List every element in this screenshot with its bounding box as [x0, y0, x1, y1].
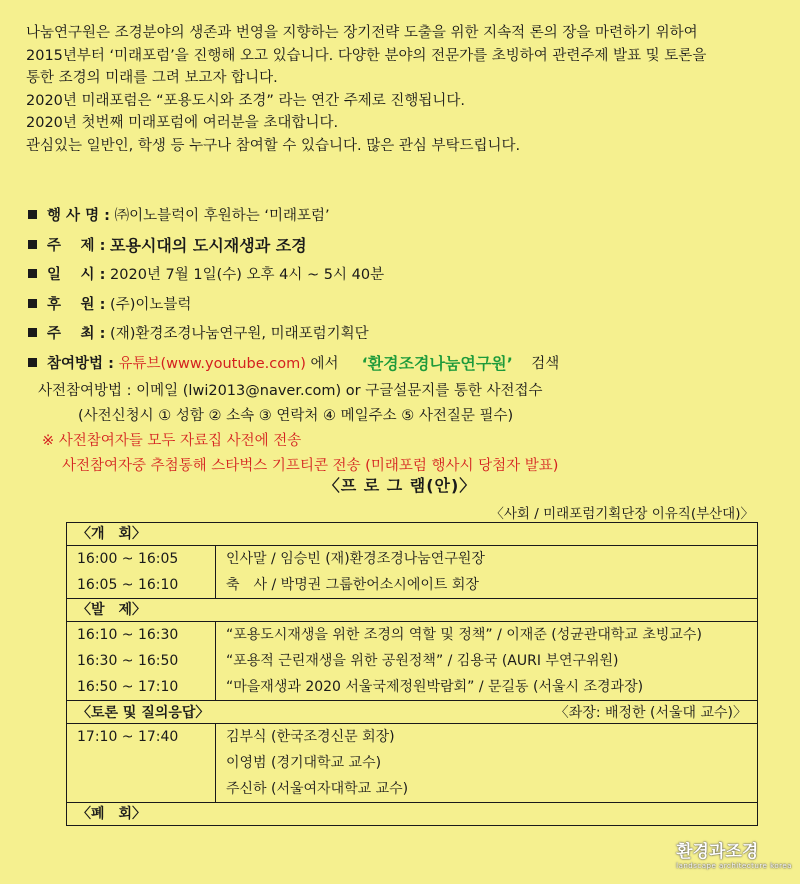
organizer-row [26, 318, 786, 348]
table-row [67, 701, 758, 724]
watermark-logo [676, 837, 792, 870]
notice-text-2: 사전참여자중 추첨통해 스타벅스 기프티콘 전송 (미래포럼 행사시 당첨자 발표) [62, 458, 559, 474]
desc-cell [216, 622, 758, 701]
participation-row [26, 348, 786, 378]
time-value: 17:10 ~ 17:40 [77, 729, 179, 745]
panelist: 주신하 (서울여자대학교 교수) [226, 781, 409, 797]
time-value: 16:10 ~ 16:30 [77, 627, 179, 643]
sponsor-label: 후 원 : [47, 296, 106, 313]
intro-line: 2020년 미래포럼은 “포용도시와 조경” 라는 연간 주제로 진행됩니다. [26, 92, 465, 109]
organizer-label: 주 최 : [47, 326, 106, 343]
table-row [67, 546, 758, 599]
square-bullet-icon [28, 358, 37, 367]
intro-text [26, 22, 776, 157]
intro-line: 2020년 첫번째 미래포럼에 여러분을 초대합니다. [26, 115, 339, 131]
participation-mid: 에서 [310, 355, 339, 372]
logo-main-text: 환경과조경 [676, 842, 759, 862]
intro-line: 2015년부터 ‘미래포럼’을 진행해 오고 있습니다. 다양한 분야의 전문가를 초빙하여 관련주제 발표 및 토론을 [26, 47, 707, 64]
intro-line: 통한 조경의 미래를 그려 보고자 합니다. [26, 70, 278, 86]
event-info [26, 200, 786, 477]
intro-line: 나눔연구원은 조경분야의 생존과 번영을 지향하는 장기전략 도출을 위한 지속적 론의 장을 마련하기 위하여 [26, 25, 698, 41]
sponsor-row [26, 289, 786, 319]
participation-label: 참여방법 : [47, 355, 114, 372]
desc-cell [216, 546, 758, 599]
desc-value: 인사말 / 임승빈 (재)환경조경나눔연구원장 [226, 551, 485, 567]
theme-label: 주 제 : [47, 237, 106, 254]
time-cell [67, 546, 216, 599]
theme-value: 포용시대의 도시재생과 조경 [110, 235, 307, 255]
time-value: 16:50 ~ 17:10 [77, 679, 179, 695]
notice-line-1 [26, 427, 786, 452]
event-name-label: 행 사 명 : [47, 208, 110, 225]
time-cell [67, 622, 216, 701]
pre-registration-text: 사전참여방법 : 이메일 (lwi2013@naver.com) or 구글설문지를 통한 사전접수 [38, 383, 543, 399]
search-label: 검색 [531, 355, 560, 372]
desc-cell [216, 724, 758, 803]
pre-registration-items-text: (사전신청시 ① 성함 ② 소속 ③ 연락처 ④ 메일주소 ⑤ 사전질문 필수) [78, 408, 514, 424]
channel-name: ‘환경조경나눔연구원’ [361, 353, 513, 373]
time-cell [67, 724, 216, 803]
desc-value: “포용도시재생을 위한 조경의 역할 및 정책” / 이재준 (성균관대학교 초빙교수) [226, 627, 702, 643]
time-value: 16:30 ~ 16:50 [77, 653, 179, 669]
table-row [67, 622, 758, 701]
desc-value: “포용적 근린재생을 위한 공원정책” / 김용국 (AURI 부연구위원) [226, 653, 619, 669]
event-name-value: ㈜이노블럭이 후원하는 ‘미래포럼’ [114, 208, 330, 225]
program-table [66, 522, 758, 826]
date-label: 일 시 : [47, 267, 106, 284]
sponsor-value: (주)이노블럭 [110, 296, 192, 313]
intro-line: 관심있는 일반인, 학생 등 누구나 참여할 수 있습니다. 많은 관심 부탁드립니다. [26, 137, 521, 154]
table-row [67, 724, 758, 803]
youtube-link[interactable]: 유튜브(www.youtube.com) [118, 355, 306, 372]
notice-text-1: ※ 사전참여자들 모두 자료집 사전에 전송 [42, 433, 302, 449]
time-value: 16:05 ~ 16:10 [77, 577, 179, 593]
date-row [26, 259, 786, 289]
square-bullet-icon [28, 299, 37, 308]
event-name-row [26, 200, 786, 230]
program-title: 〈프 로 그 램(안)〉 [323, 476, 477, 495]
section-closing: 〈폐 회〉 [67, 803, 758, 826]
square-bullet-icon [28, 240, 37, 249]
organizer-value: (재)환경조경나눔연구원, 미래포럼기획단 [110, 326, 369, 343]
section-discussion [67, 701, 758, 724]
section-presentation: 〈발 제〉 [67, 599, 758, 622]
date-value: 2020년 7월 1일(수) 오후 4시 ~ 5시 40분 [110, 267, 385, 284]
logo-sub-text: landscape architecture korea [676, 862, 792, 870]
table-row [67, 803, 758, 826]
square-bullet-icon [28, 210, 37, 219]
desc-value: “마을재생과 2020 서울국제정원박람회” / 문길동 (서울시 조경과장) [226, 679, 644, 695]
discussion-chair: 〈좌장: 배정한 (서울대 교수)〉 [554, 705, 747, 721]
square-bullet-icon [28, 328, 37, 337]
panelist: 김부식 (한국조경신문 회장) [226, 729, 395, 745]
panelist: 이영범 (경기대학교 교수) [226, 755, 382, 771]
pre-registration-items [26, 402, 786, 427]
desc-value: 축 사 / 박명권 그룹한어소시에이트 회장 [226, 577, 479, 593]
theme-row [26, 230, 786, 260]
section-opening: 〈개 회〉 [67, 523, 758, 546]
program-moderator: 〈사회 / 미래포럼기획단장 이유직(부산대)〉 [490, 506, 754, 522]
pre-registration-line [26, 377, 786, 402]
time-value: 16:00 ~ 16:05 [77, 551, 179, 567]
square-bullet-icon [28, 269, 37, 278]
table-row [67, 599, 758, 622]
discussion-label: 〈토론 및 질의응답〉 [77, 705, 210, 721]
table-row [67, 523, 758, 546]
